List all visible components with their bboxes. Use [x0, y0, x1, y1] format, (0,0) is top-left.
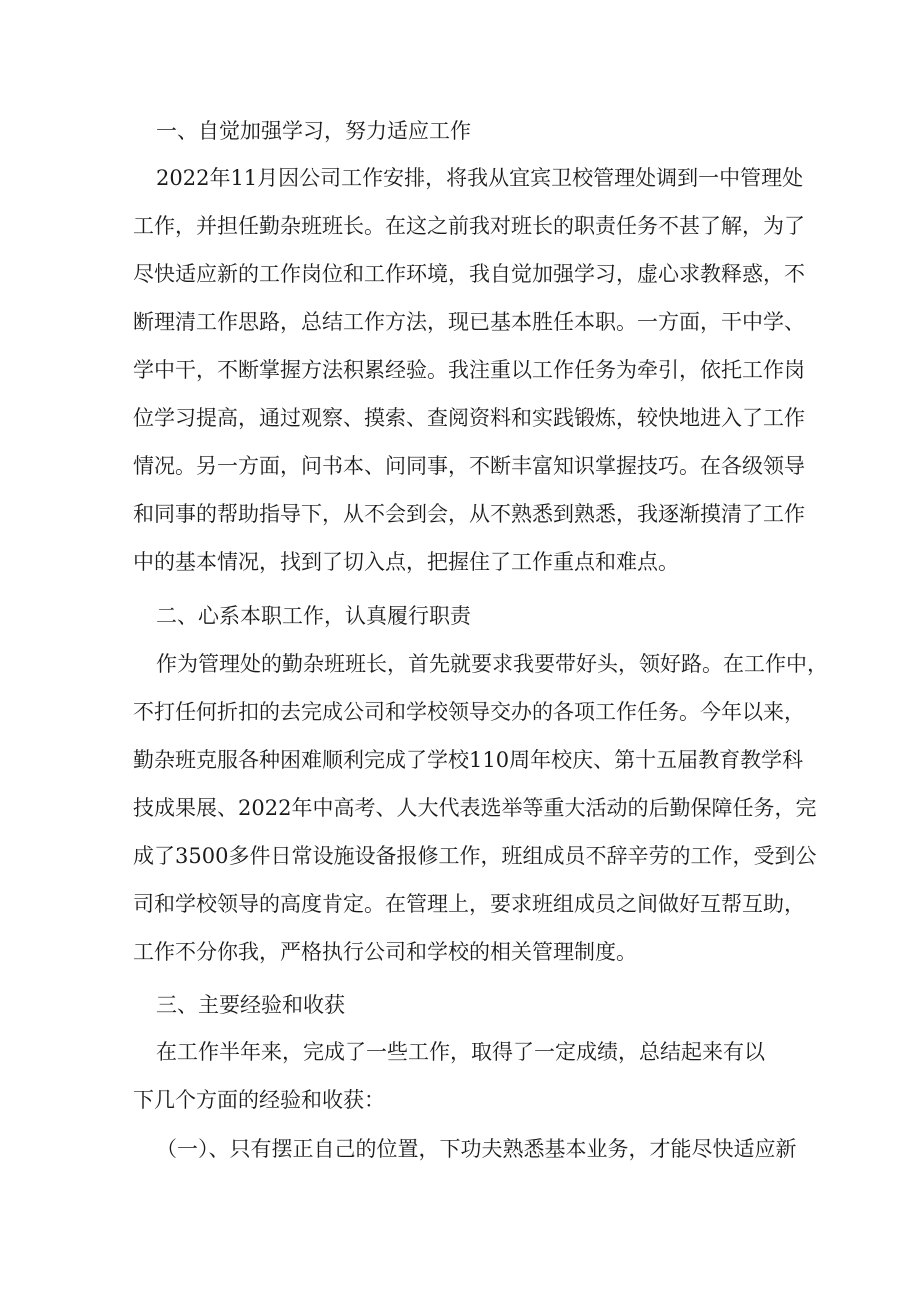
subsection-item: （一）、只有摆正自己的位置，下功夫熟悉基本业务，才能尽快适应新 — [156, 1137, 797, 1161]
paragraph-line: 作为管理处的勤杂班班长，首先就要求我要带好头，领好路。在工作中， — [156, 652, 828, 676]
paragraph-line: 成了3500多件日常设施设备报修工作，班组成员不辞辛劳的工作，受到公 — [133, 844, 817, 868]
paragraph-line: 不打任何折扣的去完成公司和学校领导交办的各项工作任务。今年以来， — [133, 700, 805, 724]
paragraph-line: 工作不分你我，严格执行公司和学校的相关管理制度。 — [133, 940, 637, 964]
section-heading-3: 三、主要经验和收获 — [156, 993, 345, 1017]
section-heading-2: 二、心系本职工作，认真履行职责 — [156, 604, 471, 628]
paragraph-line: 断理清工作思路，总结工作方法，现已基本胜任本职。一方面，干中学、 — [133, 310, 805, 334]
paragraph-line: 司和学校领导的高度肯定。在管理上，要求班组成员之间做好互帮互助， — [133, 892, 805, 916]
paragraph-line: 下几个方面的经验和收获： — [133, 1088, 385, 1112]
paragraph-line: 和同事的帮助指导下，从不会到会，从不熟悉到熟悉，我逐渐摸清了工作 — [133, 502, 805, 526]
paragraph-line: 工作，并担任勤杂班班长。在这之前我对班长的职责任务不甚了解，为了 — [133, 214, 805, 238]
paragraph-line: 情况。另一方面，问书本、问同事，不断丰富知识掌握技巧。在各级领导 — [133, 454, 805, 478]
paragraph-line: 技成果展、2022年中高考、人大代表选举等重大活动的后勤保障任务，完 — [133, 796, 817, 820]
paragraph-line: 勤杂班克服各种困难顺利完成了学校110周年校庆、第十五届教育教学科 — [133, 748, 804, 772]
paragraph-line: 位学习提高，通过观察、摸索、查阅资料和实践锻炼，较快地进入了工作 — [133, 406, 805, 430]
paragraph-line: 中的基本情况，找到了切入点，把握住了工作重点和难点。 — [133, 550, 679, 574]
paragraph-line: 学中干，不断掌握方法积累经验。我注重以工作任务为牵引，依托工作岗 — [133, 358, 805, 382]
paragraph-line: 2022年11月因公司工作安排，将我从宜宾卫校管理处调到一中管理处 — [156, 166, 804, 190]
paragraph-line: 在工作半年来，完成了一些工作，取得了一定成绩，总结起来有以 — [156, 1040, 765, 1064]
section-heading-1: 一、自觉加强学习，努力适应工作 — [156, 119, 471, 143]
paragraph-line: 尽快适应新的工作岗位和工作环境，我自觉加强学习，虚心求教释惑，不 — [133, 262, 805, 286]
